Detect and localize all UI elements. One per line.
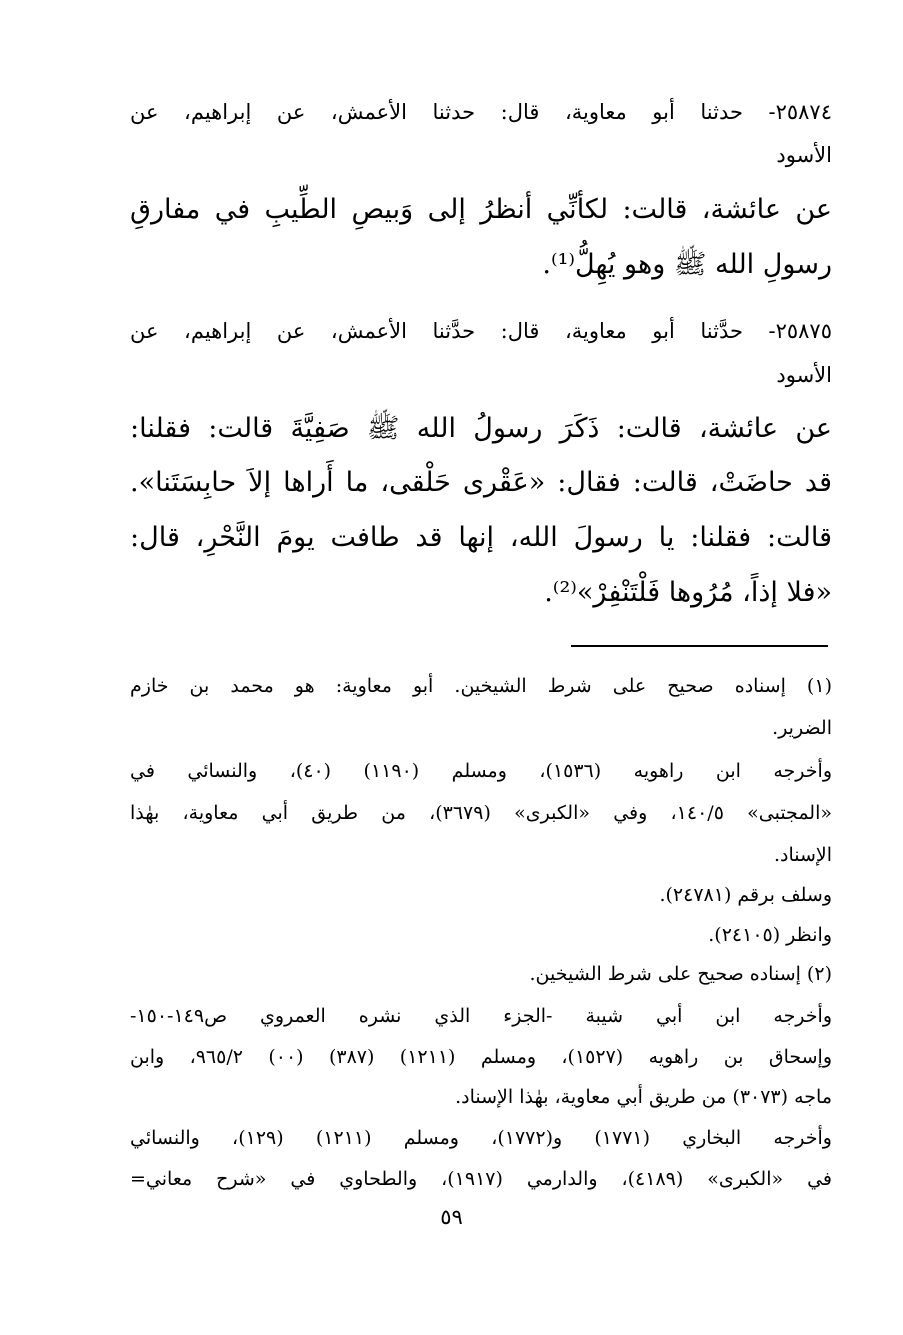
footnote-separator <box>571 645 828 647</box>
footnote-1-line-1: (١) إسناده صحيح على شرط الشيخين. أبو معاوية: هو محمد بن خازم <box>130 675 832 697</box>
hadith-25875-matn-line-3: قالت: فقلنا: يا رسولَ الله، إنها قد طافت يومَ النَّحْرِ، قال: <box>130 522 832 553</box>
page-number: ٥٩ <box>440 1205 463 1229</box>
hadith-25875-matn-line-1: عن عائشة، قالت: ذَكَرَ رسولُ الله ﷺ صَفِيَّةَ قالت: فقلنا: <box>130 413 832 444</box>
hadith-25874-chain-line-1: ٢٥٨٧٤- حدثنا أبو معاوية، قال: حدثنا الأعمش، عن إبراهيم، عن <box>130 100 832 124</box>
hadith-25875-matn-line-4: «فلا إذاً، مُرُوها فَلْتَنْفِرْ»⁽²⁾. <box>544 577 832 608</box>
footnote-2-more-line-2: في «الكبرى» (٤١٨٩)، والدارمي (١٩١٧)، والطحاوي في «شرح معاني= <box>130 1168 832 1190</box>
hadith-25875-chain-line-1: ٢٥٨٧٥- حدَّثنا أبو معاوية، قال: حدَّثنا الأعمش، عن إبراهيم، عن <box>130 319 832 343</box>
footnote-2-more-line-1: وأخرجه البخاري (١٧٧١) و(١٧٧٢)، ومسلم (١٢١١) (١٢٩)، والنسائي <box>130 1127 832 1149</box>
footnote-1-takhrij-line-2: «المجتبى» ١٤٠/٥، وفي «الكبرى» (٣٦٧٩)، من طريق أبي معاوية، بهٰذا <box>130 802 832 824</box>
footnote-1-unzur: وانظر (٢٤١٠٥). <box>708 924 832 946</box>
footnote-2-takhrij-line-2: وإسحاق بن راهويه (١٥٢٧)، ومسلم (١٢١١) (٣٨٧) (٠٠) ٩٦٥/٢، وابن <box>130 1046 833 1068</box>
footnote-1-takhrij-line-3: الإسناد. <box>773 844 832 866</box>
footnote-2-takhrij-line-3: ماجه (٣٠٧٣) من طريق أبي معاوية، بهٰذا الإسناد. <box>455 1086 832 1108</box>
hadith-25875-chain-line-2: الأسود <box>776 363 832 387</box>
hadith-25874-matn-line-1: عن عائشة، قالت: لكأنِّي أنظرُ إلى وَبيصِ الطِّيبِ في مفارقِ <box>130 194 832 225</box>
hadith-25874-chain-line-2: الأسود <box>776 143 832 167</box>
hadith-25875-matn-line-2: قد حاضَتْ، قالت: فقال: «عَقْرى حَلْقى، ما أَراها إلاَ حابِسَتَنا». <box>130 467 832 498</box>
footnote-1-salaf: وسلف برقم (٢٤٧٨١). <box>659 884 832 906</box>
footnote-2-takhrij-line-1: وأخرجه ابن أبي شيبة -الجزء الذي نشره العمروي ص١٤٩-١٥٠- <box>130 1005 832 1027</box>
footnote-1-line-2: الضرير. <box>772 717 832 739</box>
footnote-2-line-1: (٢) إسناده صحيح على شرط الشيخين. <box>529 963 832 985</box>
hadith-25874-matn-line-2: رسولِ الله ﷺ وهو يُهِلُّ⁽¹⁾. <box>542 249 832 280</box>
footnote-1-takhrij-line-1: وأخرجه ابن راهويه (١٥٣٦)، ومسلم (١١٩٠) (٤٠)، والنسائي في <box>130 760 832 782</box>
